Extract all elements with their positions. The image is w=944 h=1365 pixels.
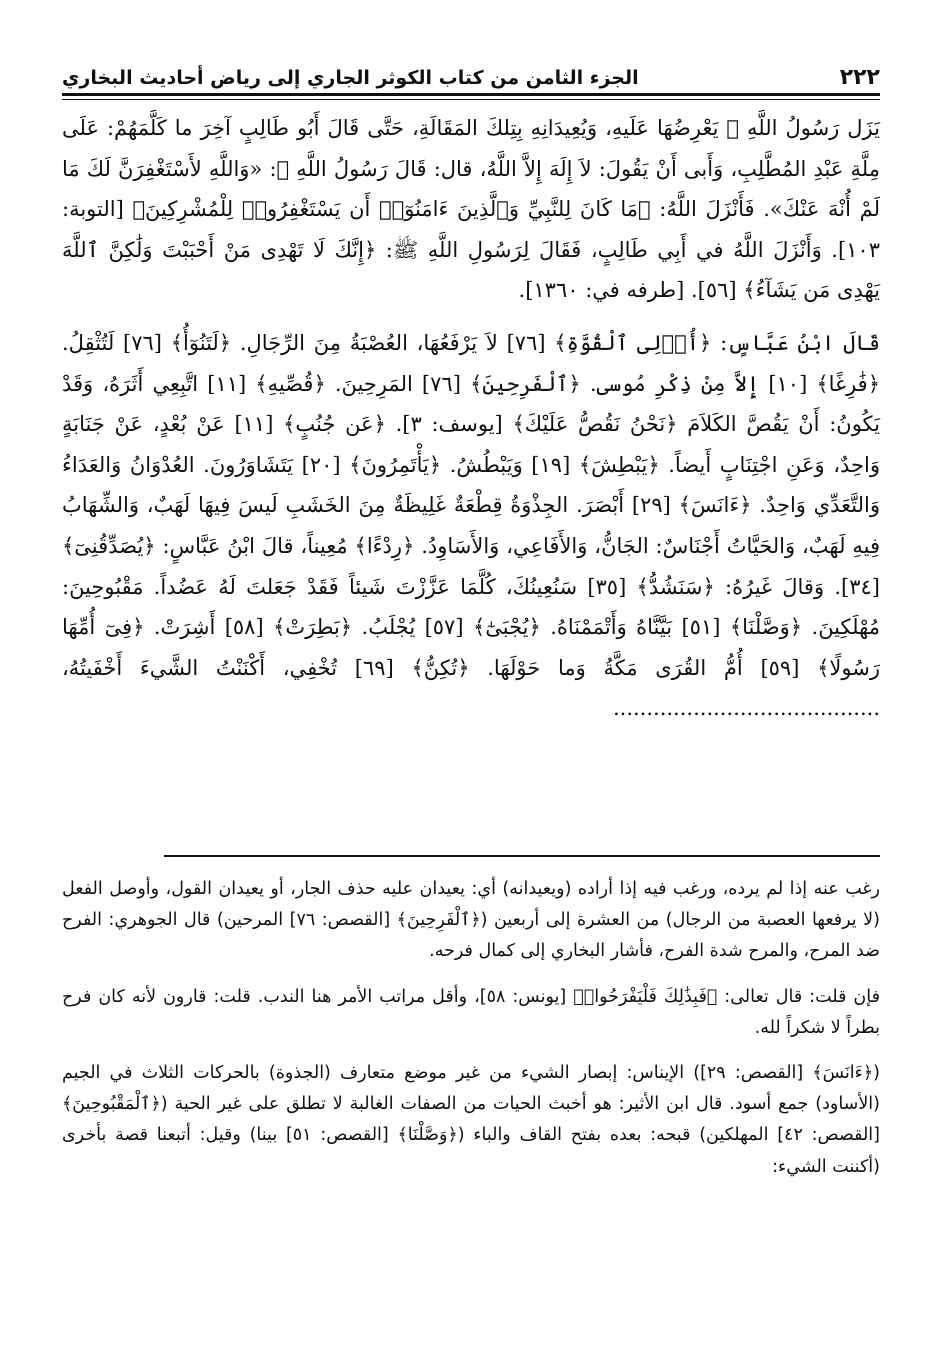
footnote-paragraph-1: رغب عنه إذا لم يرده، ورغب فيه إذا أراده (ويعيدانه) أي: يعيدان عليه حذف الجار، أو يعيدان القول، وأوصل الفعل (لا يرفعها العصبة من الرجال) من العشرة إلى أربعين (﴿ٱلْفَرِحِينَ﴾ [القصص: ٧٦] المرحين) قال الجوهري: الفرح ضد المرح، والمرح شدة الفرح، فأشار البخاري إلى كمال فرحه.: [62, 879, 880, 962]
main-text: [62, 108, 880, 729]
hadith-paragraph: يَزَل رَسُولُ اللَّهِ ﷺ يَعْرِضُهَا عَلَيهِ، وَيُعِيدَانِهِ بِتِلكَ المَقَالَةِ، حَتَّى قَالَ أَبُو طَالِبٍ آخِرَ ما كَلَّمَهُمْ: عَلَى مِلَّةِ عَبْدِ المُطَّلِبِ، وَأَبى أَنْ يَقُولَ: لاَ إِلَهَ إِلاَّ اللَّهُ، قال: قَالَ رَسُولُ اللَّهِ ﷺ: «وَاللَّهِ لأَسْتَغْفِرَنَّ لَكَ مَا لَمْ أُنْهَ عَنْكَ». فَأَنْزَلَ اللَّهُ: ﴿مَا كَانَ لِلنَّبِيِّ وَٱلَّذِينَ ءَامَنُوٓا۟ أَن يَسْتَغْفِرُوا۟ لِلْمُشْرِكِينَ﴾ [التوبة: ١٠٣]. وَأَنْزَلَ اللَّهُ في أَبِي طَالِبٍ، فَقَالَ لِرَسُولِ اللَّهِ ﷺ: ﴿إِنَّكَ لَا تَهْدِى مَنْ أَحْبَبْتَ وَلَٰكِنَّ ٱللَّهَ يَهْدِى مَن يَشَآءُ﴾ [٥٦]. [طرفه في: ١٣٦٠].: [62, 116, 880, 303]
footnote-paragraph-3: (﴿ءَانَسَ﴾ [القصص: ٢٩]) الإيناس: إبصار الشيء من غير موضع متعارف (الجذوة) بالحركات الثلاث في الجيم (الأساود) جمع أسود. قال ابن الأثير: هو أخبث الحيات من الصفات الغالبة لا تطلق على غير الحية (﴿ٱلْمَقْبُوحِينَ﴾ [القصص: ٤٢] المهلكين) قبحه: بعده بفتح القاف والباء (﴿وَصَّلْنَا﴾ [القصص: ٥١] بينا) وقيل: أتبعنا قصة بأخرى (أكننت الشيء:: [62, 1063, 880, 1177]
page-number: ٢٢٢: [839, 65, 880, 90]
running-title: الجزء الثامن من كتاب الكوثر الجاري إلى رياض أحاديث البخاري: [62, 67, 639, 89]
commentary-paragraph: [62, 323, 880, 729]
footnotes: [62, 874, 880, 1183]
footnote-paragraph-2: فإن قلت: قال تعالى: ﴿فَبِذَٰلِكَ فَلْيَفْرَحُوا۟﴾ [يونس: ٥٨]، وأقل مراتب الأمر هنا الندب. قلت: قارون لأنه كان فرح بطراً لا شكراً لله.: [62, 986, 880, 1038]
continuation-dots: ........................................: [612, 696, 880, 721]
commentary-text: قَالَ ابْنُ عَبَّاسٍ: ﴿أُو۟لِى ٱلْقُوَّةِ﴾ [٧٦] لاَ يَرْفَعُهَا، العُصْبَةُ مِنَ الرِّجَالِ. ﴿لَتَنُوٓأُ﴾ [٧٦] لَتُثْقِلُ. ﴿فَٰرِغًا﴾ [١٠] إِلاَّ مِنْ ذِكْرِ مُوسى. ﴿ٱلْفَرِحِينَ﴾ [٧٦] المَرِحِينَ. ﴿قُصِّيهِ﴾ [١١] اتَّبِعِي أَثَرَهُ، وَقَدْ يَكُونُ: أَنْ يَقُصَّ الكَلاَمَ ﴿نَحْنُ نَقُصُّ عَلَيْكَ﴾ [يوسف: ٣]. ﴿عَن جُنُبٍ﴾ [١١] عَنْ بُعْدٍ، عَنْ جَنَابَةٍ وَاحِدٌ، وَعَنِ اجْتِنَابٍ أَيضاً. ﴿يَبْطِشَ﴾ [١٩] وَيَبْطُشُ. ﴿يَأْتَمِرُونَ﴾ [٢٠] يَتَشَاوَرُونَ. العُدْوَانُ وَالعَدَاءُ وَالتَّعَدِّي وَاحِدٌ. ﴿ءَانَسَ﴾ [٢٩] أَبْصَرَ. الجِذْوَةُ قِطْعَةٌ غَلِيظَةٌ مِنَ الخَشَبِ لَيسَ فِيهَا لَهَبٌ، وَالشِّهَابُ فِيهِ لَهَبٌ، وَالحَيَّاتُ أَجْنَاسٌ: الجَانُّ، وَالأَفَاعِي، وَالأَسَاوِدُ. ﴿رِدْءًا﴾ مُعِيناً، قالَ ابْنُ عَبَّاسٍ: ﴿يُصَدِّقُنِىٓ﴾ [٣٤]. وَقالَ غَيرُهُ: ﴿سَنَشُدُّ﴾ [٣٥] سَنُعِينُكَ، كُلَّمَا عَزَّزْتَ شَيئاً فَقَدْ جَعَلتَ لَهُ عَضُداً. مَقْبُوحِينَ: مُهْلَكِينَ. ﴿وَصَّلْنَا﴾ [٥١] بَيَّنَّاهُ وَأَتْمَمْنَاهُ. ﴿يُجْبَىٰٓ﴾ [٥٧] يُجْلَبُ. ﴿بَطِرَتْ﴾ [٥٨] أَشِرَتْ. ﴿فِىٓ أُمِّهَا رَسُولًا﴾ [٥٩] أُمُّ القُرَى مَكَّةُ وَما حَوْلَهَا. ﴿تُكِنُّ﴾ [٦٩] تُخْفِي، أَكْنَنْتُ الشَّيءَ أَخْفَيتُهُ،: [62, 330, 880, 680]
header-divider: [62, 93, 880, 100]
footnote-divider: [164, 855, 880, 857]
page-header: [62, 52, 880, 92]
